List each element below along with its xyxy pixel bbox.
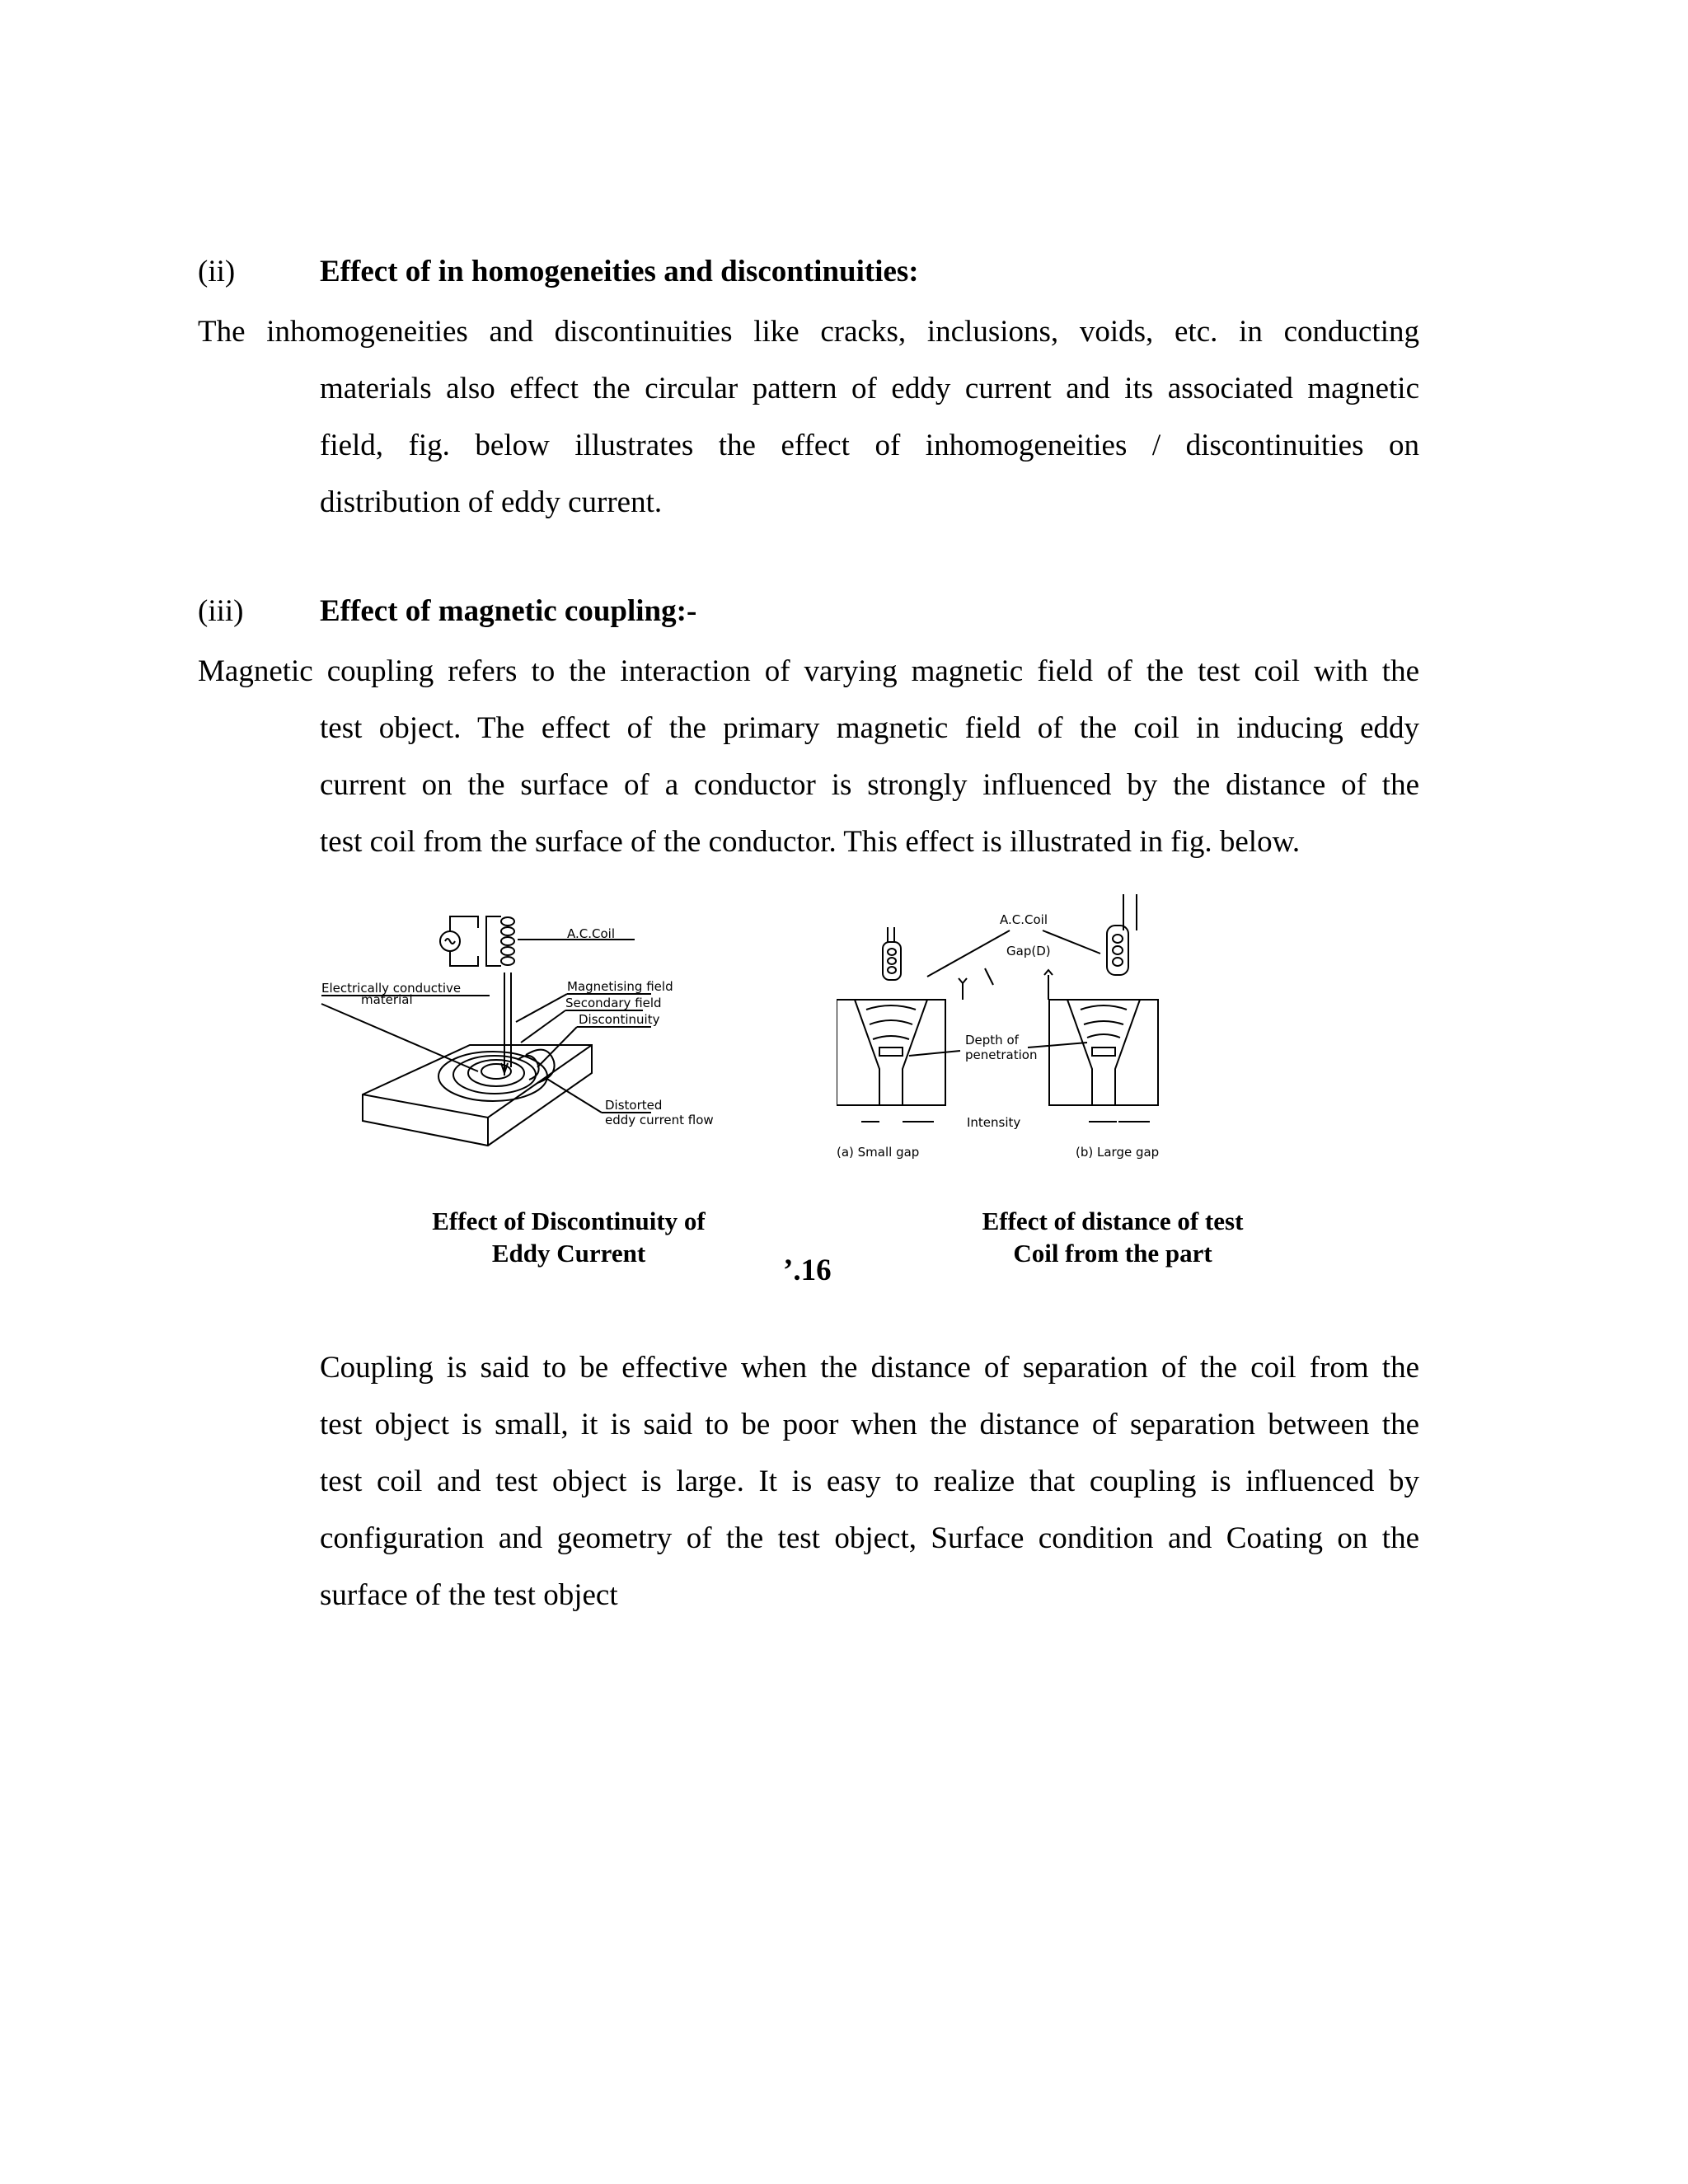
closing-line-2: test object is small, it is said to be poor when the distance of separation between the	[320, 1408, 1419, 1441]
left-caption-line-1: Effect of Discontinuity of	[432, 1207, 706, 1235]
large-gap-label: (b) Large gap	[1076, 1145, 1160, 1160]
small-gap-label: (a) Small gap	[837, 1145, 920, 1160]
section-iii-line-2: test object. The effect of the primary magnetic field of the coil in inducing eddy	[320, 711, 1419, 745]
closing-line-3: test coil and test object is large. It is easy to realize that coupling is influenced by	[320, 1465, 1419, 1498]
coupling-distance-diagram	[837, 886, 1207, 1166]
magnetising-label: Magnetising field	[567, 979, 673, 994]
discontinuity-label: Discontinuity	[579, 1012, 660, 1027]
section-ii-line-3: field, fig. below illustrates the effect of inhomogeneities / discontinuities on	[320, 429, 1419, 462]
intensity-label: Intensity	[967, 1115, 1021, 1130]
section-iii-heading: Effect of magnetic coupling:-	[320, 594, 697, 628]
material-label-2: material	[361, 992, 413, 1007]
section-iii-line-4: test coil from the surface of the conductor. This effect is illustrated in fig. below.	[320, 825, 1301, 859]
gap-label: Gap(D)	[1006, 944, 1051, 958]
section-ii-line-4: distribution of eddy current.	[320, 485, 663, 519]
depth-label-1: Depth of	[965, 1033, 1019, 1047]
depth-label-2: penetration	[965, 1047, 1038, 1062]
closing-line-4: configuration and geometry of the test object, Surface condition and Coating on the	[320, 1521, 1419, 1555]
section-ii-line-2: materials also effect the circular pattern of eddy current and its associated magnetic	[320, 372, 1419, 405]
secondary-label: Secondary field	[565, 996, 662, 1010]
discontinuity-diagram	[313, 898, 750, 1162]
section-iii-line-1: Magnetic coupling refers to the interaction of varying magnetic field of the test coil with the	[198, 654, 1419, 688]
section-ii-heading: Effect of in homogeneities and discontinuities:	[320, 255, 919, 288]
material-label-1: Electrically conductive	[321, 981, 462, 996]
section-ii-number: (ii)	[198, 255, 236, 288]
left-caption	[363, 1205, 775, 1269]
distorted-label-1: Distorted	[605, 1098, 663, 1113]
right-caption	[907, 1205, 1319, 1269]
right-caption-line-1: Effect of distance of test	[982, 1207, 1244, 1235]
closing-line-1: Coupling is said to be effective when the distance of separation of the coil from the	[320, 1351, 1419, 1385]
coil-label: A.C.Coil	[567, 926, 615, 941]
closing-line-5: surface of the test object	[320, 1578, 618, 1612]
right-caption-line-2: Coil from the part	[1013, 1239, 1212, 1268]
section-iii-line-3: current on the surface of a conductor is strongly influenced by the distance of the	[320, 768, 1419, 802]
distorted-label-2: eddy current flow	[605, 1113, 714, 1127]
left-caption-line-2: Eddy Current	[491, 1239, 646, 1268]
section-ii-line-1: The inhomogeneities and discontinuities like cracks, inclusions, voids, etc. in conducting	[198, 315, 1419, 349]
right-coil-label: A.C.Coil	[1000, 912, 1048, 927]
section-iii-number: (iii)	[198, 594, 244, 628]
page-number: ’.16	[783, 1254, 832, 1287]
